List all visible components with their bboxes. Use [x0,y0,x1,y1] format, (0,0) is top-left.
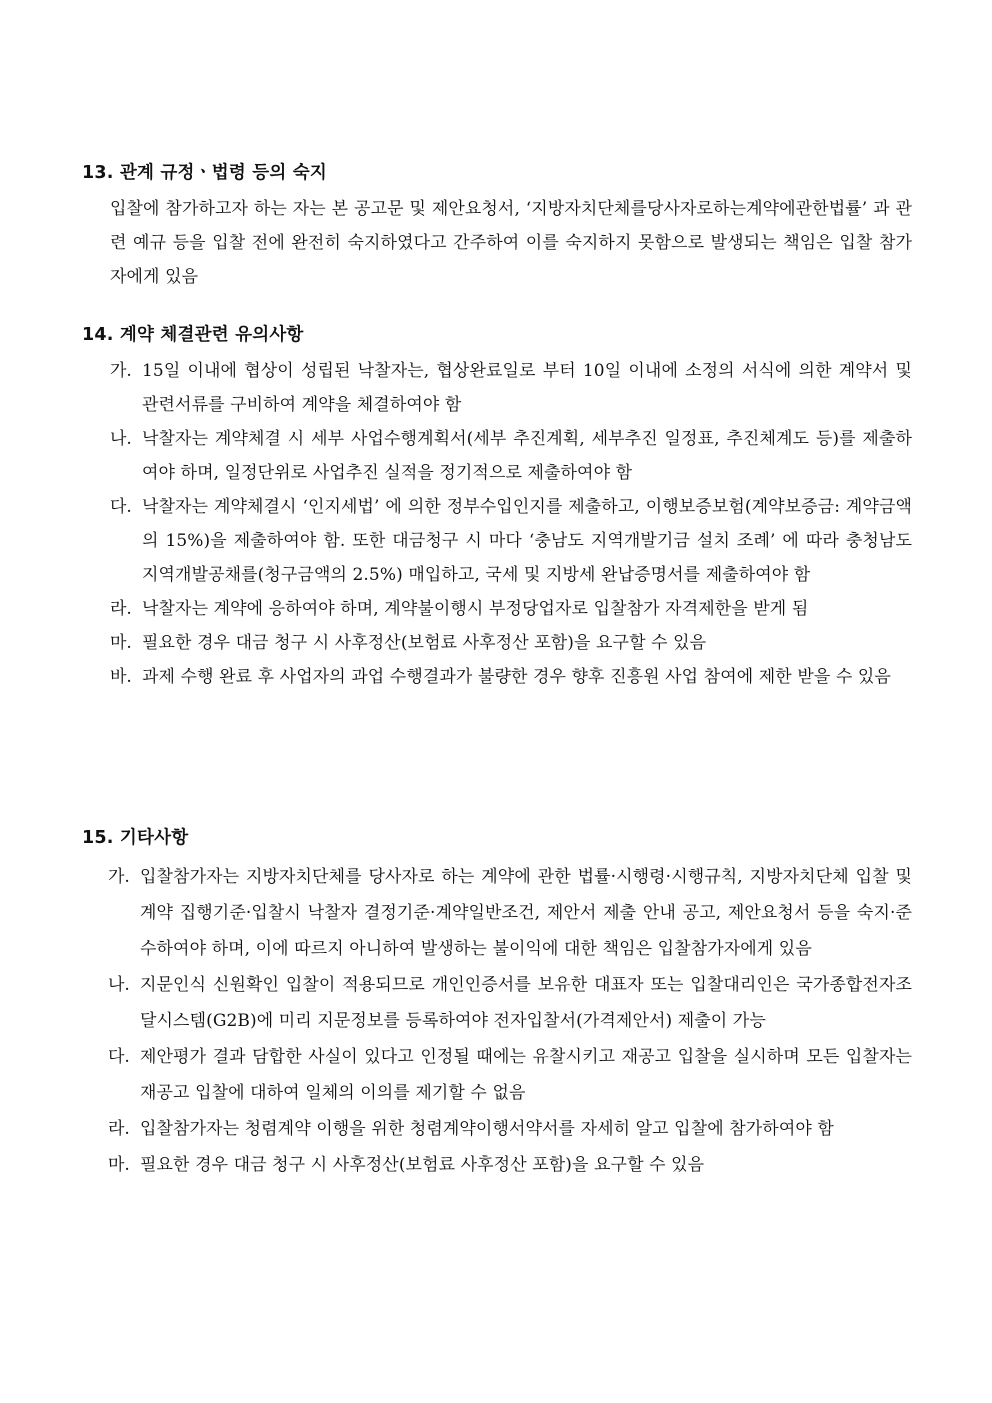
item-list [108,859,912,1183]
item-text: 지문인식 신원확인 입찰이 적용되므로 개인인증서를 보유한 대표자 또는 입찰대리인은 국가종합전자조달시스템(G2B)에 미리 지문정보를 등록하여야 전자입찰서(가격제안서) 제출이 가능 [140,975,912,1031]
item-marker: 바. [110,667,132,687]
section-heading: 14. 계약 체결관련 유의사항 [82,325,304,345]
item-marker: 나. [110,429,132,449]
item-marker: 마. [110,633,132,653]
list-item [110,626,912,660]
section-heading: 15. 기타사항 [82,828,189,848]
item-marker: 다. [110,497,132,517]
item-marker: 라. [108,1119,130,1139]
item-text: 입찰참가자는 청렴계약 이행을 위한 청렴계약이행서약서를 자세히 알고 입찰에 참가하여야 함 [140,1119,834,1139]
list-item [108,1111,912,1147]
item-text: 낙찰자는 계약체결 시 세부 사업수행계획서(세부 추진계획, 세부추진 일정표, 추진체계도 등)를 제출하여야 하며, 일정단위로 사업추진 실적을 정기적으로 제출하여야 함 [142,429,912,483]
item-marker: 라. [110,599,132,619]
item-text: 필요한 경우 대금 청구 시 사후정산(보험료 사후정산 포함)을 요구할 수 있음 [142,633,707,653]
item-text: 낙찰자는 계약체결시 ‘인지세법’ 에 의한 정부수입인지를 제출하고, 이행보증보험(계약보증금: 계약금액의 15%)을 제출하여야 함. 또한 대금청구 시 마다 ‘충남도 지역개발기금 설치 조례’ 에 따라 충청남도 지역개발공채를(청구금액의 2.5%) 매입하고, 국세 및 지방세 완납증명서를 제출하여야 함 [142,497,912,585]
item-text: 제안평가 결과 담합한 사실이 있다고 인정될 때에는 유찰시키고 재공고 입찰을 실시하며 모든 입찰자는 재공고 입찰에 대하여 일체의 이의를 제기할 수 없음 [140,1047,912,1103]
item-marker: 가. [108,867,130,887]
section-heading: 13. 관계 규정ㆍ법령 등의 숙지 [82,163,327,183]
section-14 [82,322,912,694]
item-marker: 다. [108,1047,130,1067]
item-list [110,354,912,694]
list-item [108,967,912,1039]
item-text: 낙찰자는 계약에 응하여야 하며, 계약불이행시 부정당업자로 입찰참가 자격제한을 받게 됨 [142,599,809,619]
item-text: 필요한 경우 대금 청구 시 사후정산(보험료 사후정산 포함)을 요구할 수 있음 [140,1155,705,1175]
list-item [110,422,912,490]
section-13 [82,160,912,294]
list-item [108,1147,912,1183]
list-item [110,592,912,626]
item-text: 입찰참가자는 지방자치단체를 당사자로 하는 계약에 관한 법률·시행령·시행규칙, 지방자치단체 입찰 및 계약 집행기준·입찰시 낙찰자 결정기준·계약일반조건, 제안서 제출 안내 공고, 제안요청서 등을 숙지·준수하여야 하며, 이에 따르지 아니하여 발생하는 불이익에 대한 책임은 입찰참가자에게 있음 [140,867,912,959]
item-text: 과제 수행 완료 후 사업자의 과업 수행결과가 불량한 경우 향후 진흥원 사업 참여에 제한 받을 수 있음 [142,667,891,687]
section-body: 입찰에 참가하고자 하는 자는 본 공고문 및 제안요청서, ‘지방자치단체를당사자로하는계약에관한법률’ 과 관련 예규 등을 입찰 전에 완전히 숙지하였다고 간주하여 이를 숙지하지 못함으로 발생되는 책임은 입찰 참가자에게 있음 [110,199,912,287]
list-item [110,490,912,592]
item-marker: 나. [108,975,130,995]
item-text: 15일 이내에 협상이 성립된 낙찰자는, 협상완료일로 부터 10일 이내에 소정의 서식에 의한 계약서 및 관련서류를 구비하여 계약을 체결하여야 함 [142,361,912,415]
item-marker: 가. [110,361,132,381]
list-item [110,660,912,694]
list-item [108,859,912,967]
item-marker: 마. [108,1155,130,1175]
list-item [110,354,912,422]
section-15 [82,825,912,1183]
list-item [108,1039,912,1111]
